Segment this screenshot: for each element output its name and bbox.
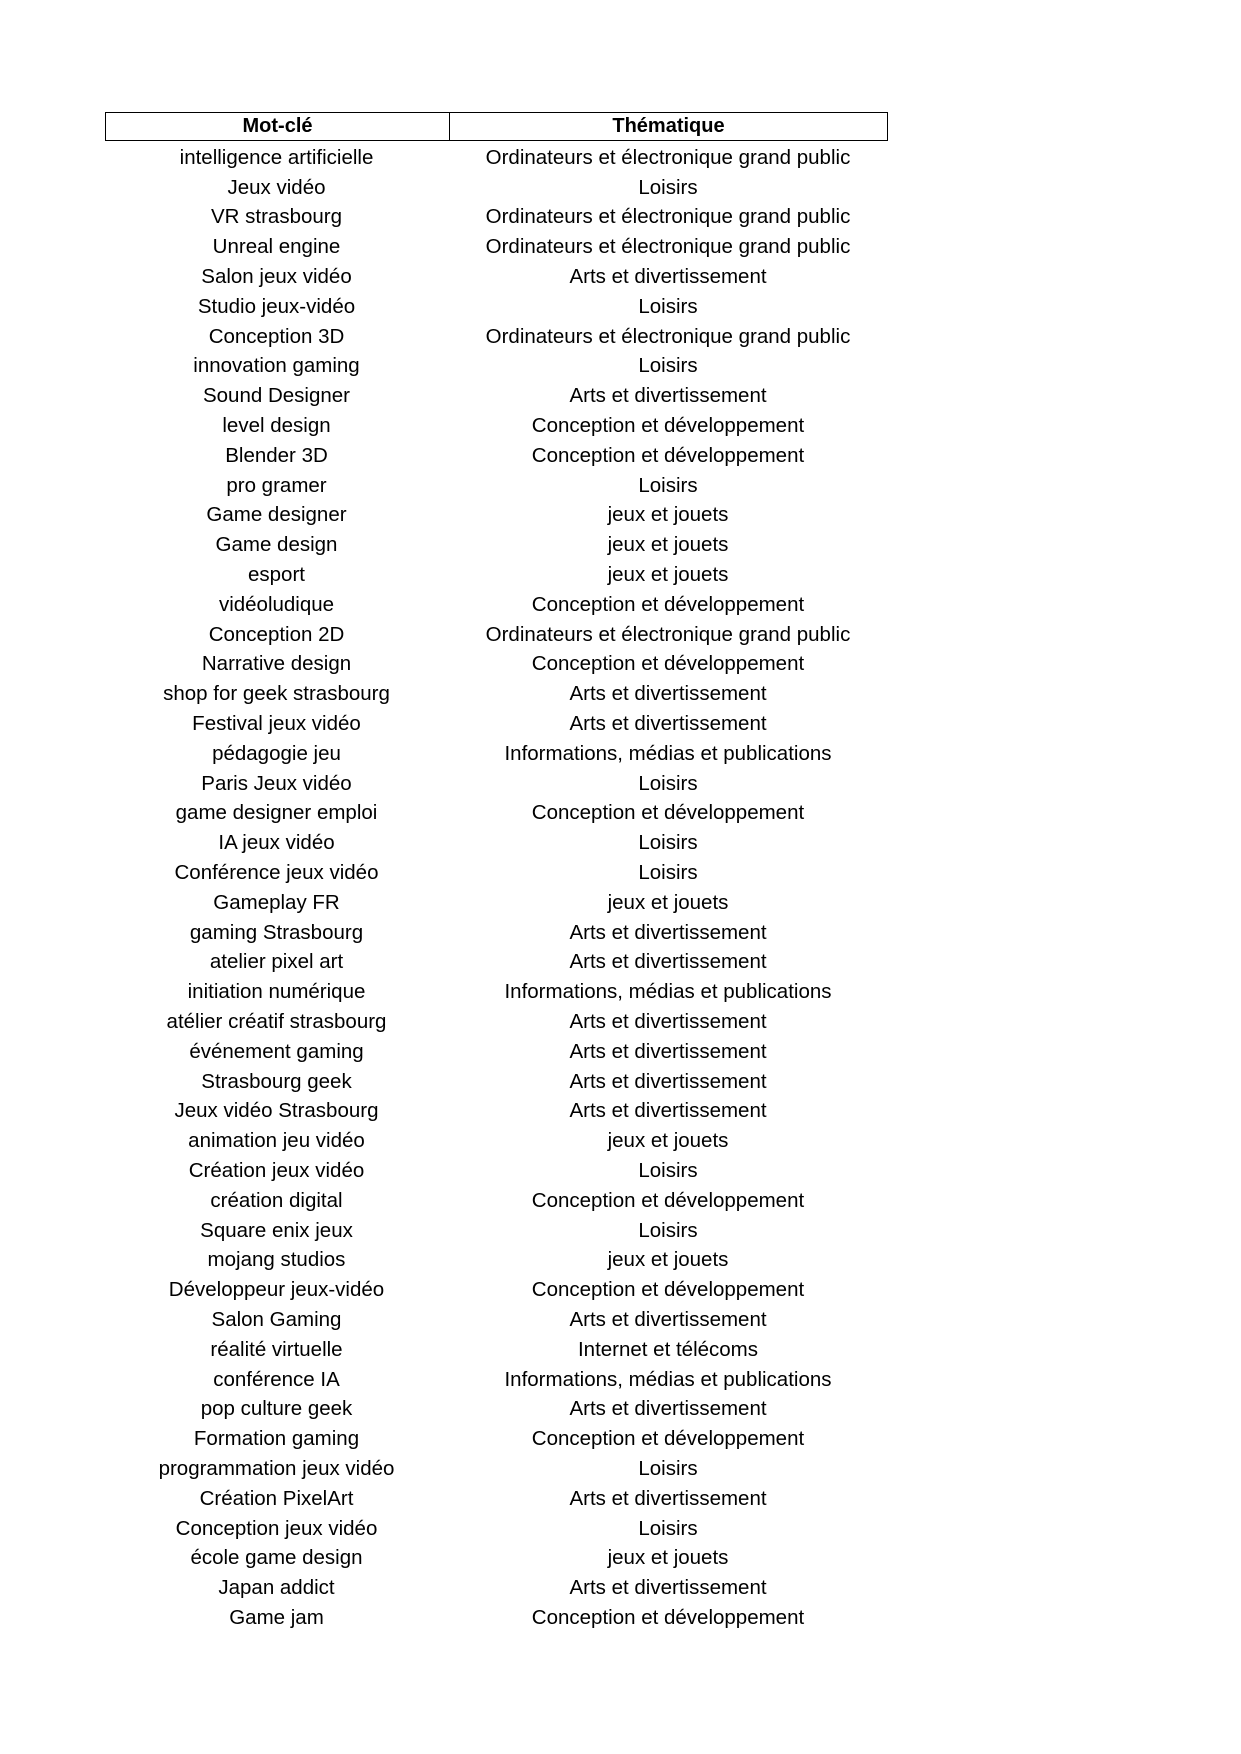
header-keyword: Mot-clé xyxy=(106,113,450,140)
theme-cell: Arts et divertissement xyxy=(569,265,767,289)
keyword-cell: pro gramer xyxy=(226,473,327,497)
table-row xyxy=(105,1603,888,1633)
table-row xyxy=(105,828,888,858)
keyword-cell: shop for geek strasbourg xyxy=(163,682,390,706)
table-row xyxy=(105,739,888,769)
table-row xyxy=(105,1305,888,1335)
theme-cell: Arts et divertissement xyxy=(569,1576,767,1600)
keyword-cell: innovation gaming xyxy=(193,354,360,378)
header-theme: Thématique xyxy=(612,115,725,137)
table-row xyxy=(105,650,888,680)
theme-cell: Arts et divertissement xyxy=(569,1099,767,1123)
theme-cell: Loisirs xyxy=(638,831,698,855)
keyword-cell: école game design xyxy=(190,1546,363,1570)
keyword-cell: Création PixelArt xyxy=(199,1486,354,1510)
keyword-cell: Sound Designer xyxy=(202,384,350,408)
theme-cell: Loisirs xyxy=(638,861,698,885)
table-row xyxy=(105,352,888,382)
keyword-cell: atélier créatif strasbourg xyxy=(166,1010,387,1033)
theme-cell: jeux et jouets xyxy=(607,1248,729,1272)
table-row xyxy=(105,769,888,799)
keyword-cell: Création jeux vidéo xyxy=(188,1158,365,1182)
keyword-cell: IA jeux vidéo xyxy=(218,831,335,855)
theme-cell: Loisirs xyxy=(638,771,698,795)
keyword-cell: VR strasbourg xyxy=(210,205,343,229)
theme-cell: Arts et divertissement xyxy=(569,950,767,974)
table-row xyxy=(105,1514,888,1544)
table-row xyxy=(105,1394,888,1424)
keyword-cell: vidéoludique xyxy=(218,592,335,616)
table-row xyxy=(105,1543,888,1573)
keyword-cell: pédagogie jeu xyxy=(212,741,341,765)
table-row xyxy=(105,1573,888,1603)
keyword-cell: level design xyxy=(222,414,331,438)
table-row xyxy=(105,1216,888,1246)
table-row xyxy=(105,232,888,262)
keyword-cell: Jeux vidéo xyxy=(227,175,326,199)
theme-cell: Loisirs xyxy=(638,294,698,318)
theme-cell: Arts et divertissement xyxy=(569,384,767,408)
keyword-cell: Game jam xyxy=(229,1605,324,1629)
theme-cell: Conception et développement xyxy=(531,1278,805,1302)
table-row xyxy=(105,173,888,203)
keyword-cell: Salon jeux vidéo xyxy=(201,265,352,289)
theme-cell: Loisirs xyxy=(638,1158,698,1182)
table-row xyxy=(105,203,888,233)
table-row xyxy=(105,948,888,978)
table-row xyxy=(105,1156,888,1186)
theme-cell: Arts et divertissement xyxy=(569,1069,767,1093)
keyword-cell: événement gaming xyxy=(189,1039,364,1063)
table-row xyxy=(105,1097,888,1127)
table-row xyxy=(105,1484,888,1514)
table-row xyxy=(105,679,888,709)
table-row xyxy=(105,799,888,829)
table-row xyxy=(105,1275,888,1305)
table-row xyxy=(105,1335,888,1365)
theme-cell: Conception et développement xyxy=(531,1427,805,1451)
theme-cell: Loisirs xyxy=(638,175,698,199)
keyword-cell: initiation numérique xyxy=(187,980,366,1004)
table-row xyxy=(105,977,888,1007)
theme-cell: Conception et développement xyxy=(531,592,805,616)
keyword-cell: Narrative design xyxy=(201,652,352,676)
table-row xyxy=(105,918,888,948)
keyword-cell: game designer emploi xyxy=(175,801,378,825)
theme-cell: Informations, médias et publications xyxy=(504,980,832,1004)
keyword-cell: intelligence artificielle xyxy=(179,145,374,169)
table-row xyxy=(105,560,888,590)
theme-cell: Arts et divertissement xyxy=(569,1039,767,1063)
theme-cell: Conception et développement xyxy=(531,1188,805,1212)
keyword-cell: Conception 2D xyxy=(208,622,345,646)
table-row xyxy=(105,620,888,650)
keyword-cell: Jeux vidéo Strasbourg xyxy=(174,1099,379,1123)
theme-cell: Loisirs xyxy=(638,1218,698,1242)
table-row xyxy=(105,1454,888,1484)
keyword-cell: programmation jeux vidéo xyxy=(158,1456,395,1480)
theme-cell: Loisirs xyxy=(638,473,698,497)
table-row xyxy=(105,530,888,560)
theme-cell: Arts et divertissement xyxy=(569,1397,767,1421)
theme-cell: jeux et jouets xyxy=(607,563,729,587)
theme-cell: Arts et divertissement xyxy=(569,1010,767,1033)
table-row xyxy=(105,888,888,918)
table-row xyxy=(105,1067,888,1097)
theme-cell: Arts et divertissement xyxy=(569,1486,767,1510)
table-row xyxy=(105,709,888,739)
theme-cell: Conception et développement xyxy=(531,652,805,676)
keyword-cell: Blender 3D xyxy=(225,443,328,467)
theme-cell: jeux et jouets xyxy=(607,890,729,914)
theme-cell: Ordinateurs et électronique grand public xyxy=(485,622,851,646)
theme-cell: Loisirs xyxy=(638,1456,698,1480)
keyword-cell: Unreal engine xyxy=(212,235,341,259)
keyword-cell: Studio jeux-vidéo xyxy=(197,294,356,318)
theme-cell: Arts et divertissement xyxy=(569,1307,767,1331)
theme-cell: Ordinateurs et électronique grand public xyxy=(485,205,851,229)
table-row xyxy=(105,1186,888,1216)
theme-cell: Conception et développement xyxy=(531,443,805,467)
keyword-cell: Salon Gaming xyxy=(211,1307,342,1331)
keyword-cell: gaming Strasbourg xyxy=(189,920,364,944)
table-row xyxy=(105,858,888,888)
theme-cell: Ordinateurs et électronique grand public xyxy=(485,235,851,259)
theme-cell: Informations, médias et publications xyxy=(504,741,832,765)
table-row xyxy=(105,322,888,352)
theme-cell: jeux et jouets xyxy=(607,533,729,557)
keyword-cell: Formation gaming xyxy=(193,1427,360,1451)
keyword-table xyxy=(105,112,888,1633)
theme-cell: jeux et jouets xyxy=(607,503,729,527)
keyword-cell: atelier pixel art xyxy=(209,950,344,974)
keyword-cell: esport xyxy=(248,563,305,587)
keyword-cell: Square enix jeux xyxy=(200,1218,353,1242)
table-row xyxy=(105,262,888,292)
theme-cell: jeux et jouets xyxy=(607,1546,729,1570)
keyword-cell: Développeur jeux-vidéo xyxy=(168,1278,385,1302)
keyword-cell: mojang studios xyxy=(207,1248,346,1272)
keyword-cell: Paris Jeux vidéo xyxy=(201,771,352,795)
theme-cell: Arts et divertissement xyxy=(569,920,767,944)
theme-cell: Internet et télécoms xyxy=(577,1337,759,1361)
keyword-cell: Festival jeux vidéo xyxy=(192,712,361,736)
keyword-cell: conférence IA xyxy=(213,1367,340,1391)
theme-cell: Informations, médias et publications xyxy=(504,1367,832,1391)
table-row xyxy=(105,1037,888,1067)
keyword-cell: Game design xyxy=(215,533,338,557)
table-row xyxy=(105,143,888,173)
keyword-cell: réalité virtuelle xyxy=(210,1337,343,1361)
keyword-cell: Conception jeux vidéo xyxy=(175,1516,378,1540)
theme-cell: Arts et divertissement xyxy=(569,682,767,706)
table-row xyxy=(105,1424,888,1454)
table-row xyxy=(105,1245,888,1275)
theme-cell: Conception et développement xyxy=(531,801,805,825)
keyword-cell: animation jeu vidéo xyxy=(188,1129,365,1153)
keyword-cell: pop culture geek xyxy=(200,1397,353,1421)
table-row xyxy=(105,501,888,531)
theme-cell: Loisirs xyxy=(638,354,698,378)
table-row xyxy=(105,292,888,322)
table-row xyxy=(105,1007,888,1037)
table-row xyxy=(105,471,888,501)
table-row xyxy=(105,381,888,411)
keyword-cell: Gameplay FR xyxy=(213,890,340,914)
table-row xyxy=(105,441,888,471)
keyword-cell: Conférence jeux vidéo xyxy=(174,861,379,885)
keyword-cell: Conception 3D xyxy=(208,324,345,348)
keyword-cell: création digital xyxy=(210,1188,343,1212)
theme-cell: Conception et développement xyxy=(531,1605,805,1629)
table-row xyxy=(105,590,888,620)
theme-cell: Arts et divertissement xyxy=(569,712,767,736)
keyword-cell: Strasbourg geek xyxy=(201,1069,352,1093)
theme-cell: Ordinateurs et électronique grand public xyxy=(485,145,851,169)
theme-cell: Loisirs xyxy=(638,1516,698,1540)
keyword-cell: Game designer xyxy=(206,503,347,527)
theme-cell: Ordinateurs et électronique grand public xyxy=(485,324,851,348)
table-row xyxy=(105,1126,888,1156)
table-header xyxy=(105,112,888,141)
keyword-cell: Japan addict xyxy=(218,1576,335,1600)
table-row xyxy=(105,1365,888,1395)
table-body xyxy=(105,143,888,1633)
theme-cell: jeux et jouets xyxy=(607,1129,729,1153)
table-row xyxy=(105,411,888,441)
theme-cell: Conception et développement xyxy=(531,414,805,438)
